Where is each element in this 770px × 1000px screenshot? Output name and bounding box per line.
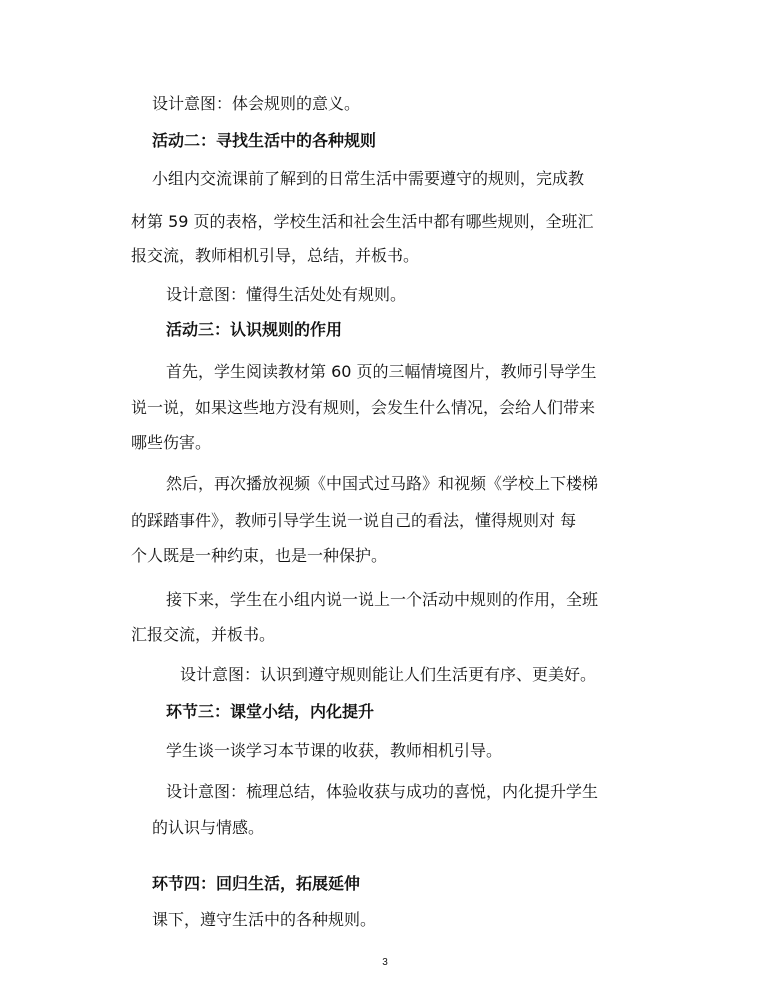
section-heading: 环节四：回归生活，拓展延伸 <box>152 874 361 893</box>
paragraph-line: 材第 59 页的表格，学校生活和社会生活中都有哪些规则，全班汇 <box>131 212 594 231</box>
paragraph-line: 的认识与情感。 <box>152 818 265 837</box>
paragraph-line: 学生谈一谈学习本节课的收获，教师相机引导。 <box>166 741 503 760</box>
paragraph-line: 首先，学生阅读教材第 60 页的三幅情境图片，教师引导学生 <box>166 362 597 381</box>
paragraph-line: 个人既是一种约束，也是一种保护。 <box>131 546 388 565</box>
paragraph-line: 课下，遵守生活中的各种规则。 <box>152 910 377 929</box>
paragraph-line: 的踩踏事件》，教师引导学生说一说自己的看法，懂得规则对 每 <box>131 511 577 530</box>
paragraph-line: 设计意图：体会规则的意义。 <box>152 94 361 113</box>
paragraph-line: 哪些伤害。 <box>131 433 212 452</box>
paragraph-line: 设计意图：认识到遵守规则能让人们生活更有序、更美好。 <box>180 665 597 684</box>
paragraph-line: 说一说，如果这些地方没有规则，会发生什么情况，会给人们带来 <box>131 398 596 417</box>
paragraph-line: 汇报交流，并板书。 <box>131 625 276 644</box>
activity-heading: 活动三：认识规则的作用 <box>166 320 343 339</box>
section-heading: 环节三：课堂小结，内化提升 <box>166 702 375 721</box>
paragraph-line: 设计意图：懂得生活处处有规则。 <box>166 285 407 304</box>
paragraph-line: 设计意图：梳理总结，体验收获与成功的喜悦，内化提升学生 <box>166 782 599 801</box>
paragraph-line: 然后，再次播放视频《中国式过马路》和视频《学校上下楼梯 <box>166 474 599 493</box>
paragraph-line: 报交流，教师相机引导，总结，并板书。 <box>131 246 420 265</box>
paragraph-line: 小组内交流课前了解到的日常生活中需要遵守的规则，完成教 <box>152 169 585 188</box>
activity-heading: 活动二：寻找生活中的各种规则 <box>152 131 377 150</box>
page-number: 3 <box>382 957 388 968</box>
paragraph-line: 接下来，学生在小组内说一说上一个活动中规则的作用，全班 <box>166 590 599 609</box>
